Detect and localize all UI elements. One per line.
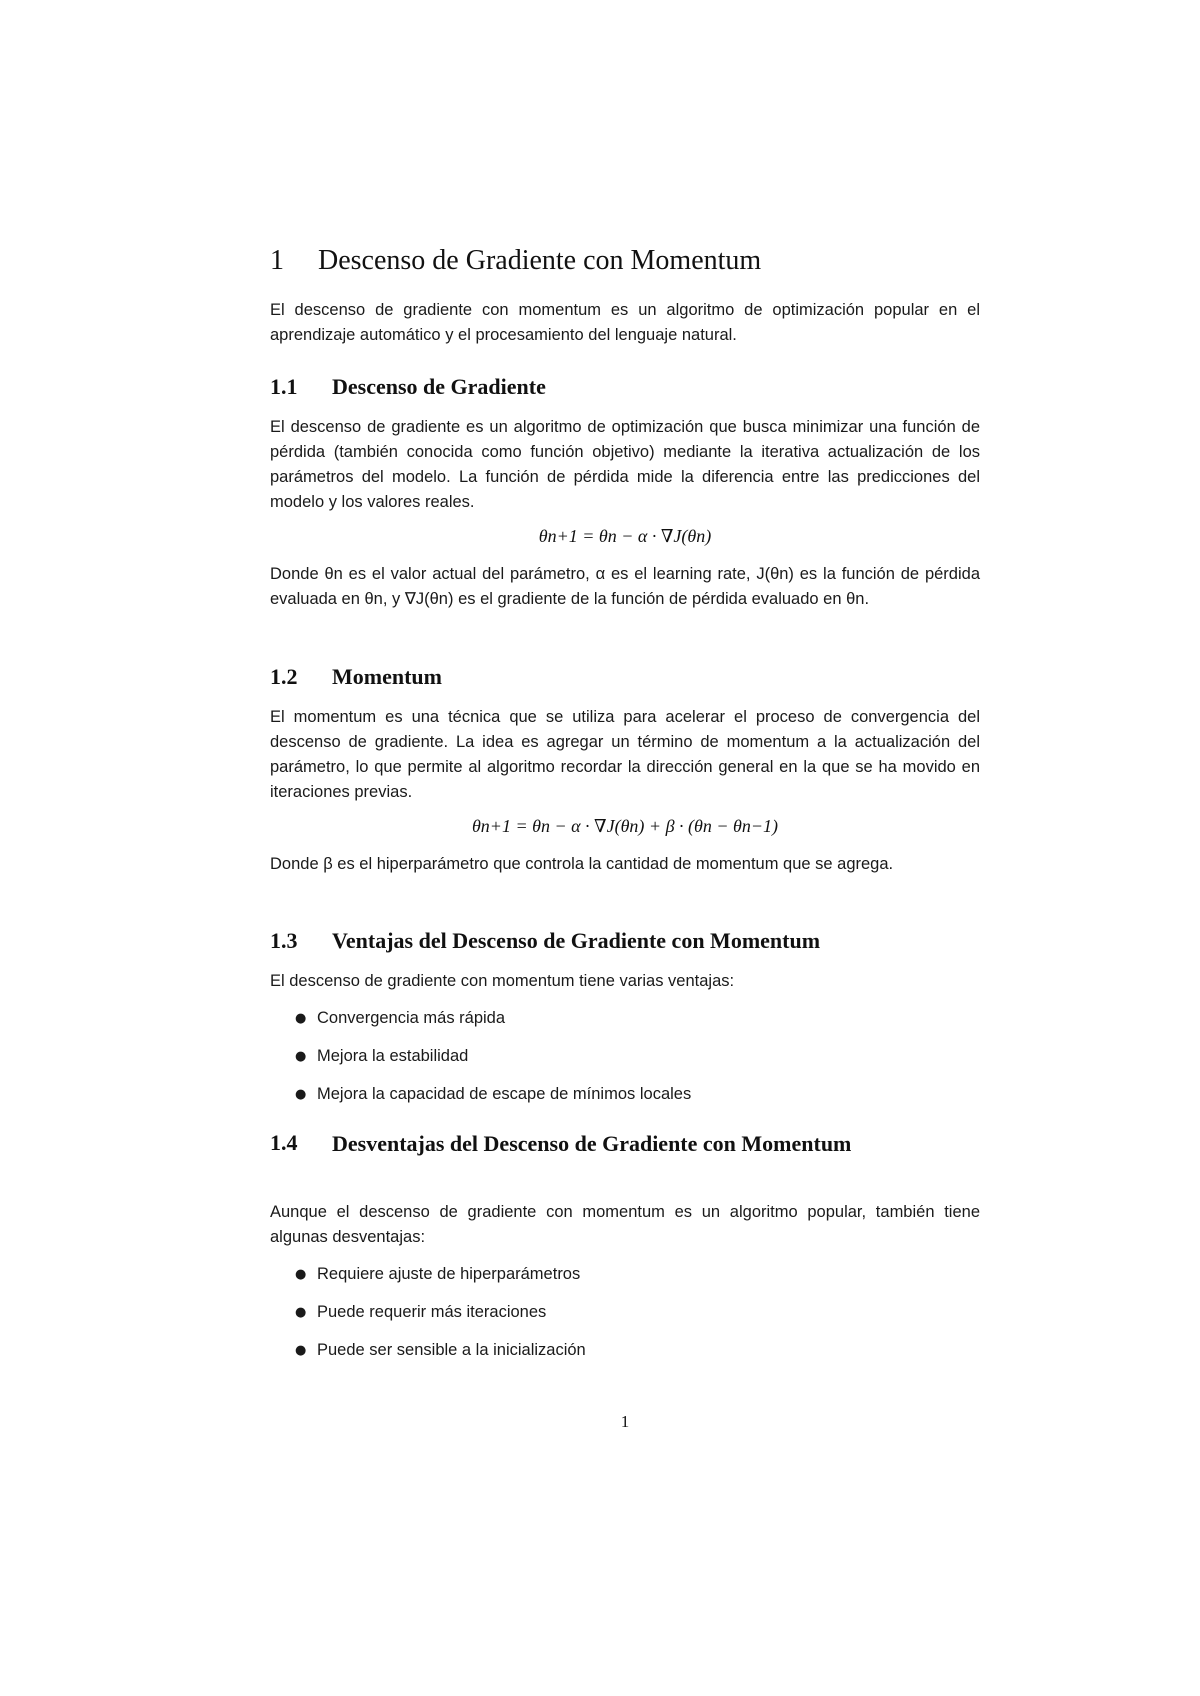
bullet-icon: ● [295, 1343, 307, 1358]
subsection-title-1-4 [270, 1130, 980, 1158]
paragraph-disadvantages-intro: Aunque el descenso de gradiente con momentum es un algoritmo popular, también tiene algunas desventajas: [270, 1203, 980, 1246]
bullet-icon: ● [295, 1267, 307, 1282]
subsection-title-1-2 [270, 664, 980, 690]
subsection-title-text: Descenso de Gradiente [332, 374, 546, 399]
subsection-number: 1.4 [270, 1130, 298, 1155]
subsection-title-text: Desventajas del Descenso de Gradiente con Momentum [332, 1131, 852, 1156]
paragraph-momentum: El momentum es una técnica que se utiliza para acelerar el proceso de convergencia del descenso de gradiente. La idea es agregar un término de momentum a la actualización del parámetro, lo que permite al algoritmo recordar la dirección general en la que se ha movido en iteraciones previas. [270, 708, 980, 801]
page-number: 1 [620, 1412, 630, 1431]
equation-gradient-descent: θn+1 = θn − α · ∇J(θn) [538, 526, 712, 546]
bullet-icon: ● [295, 1049, 307, 1064]
list-item-text: Puede requerir más iteraciones [317, 1303, 547, 1321]
subsection-title-1-1 [270, 374, 980, 400]
bullet-icon: ● [295, 1087, 307, 1102]
list-item-text: Requiere ajuste de hiperparámetros [317, 1265, 581, 1283]
subsection-title-1-3 [270, 928, 980, 954]
list-item [295, 1044, 975, 1082]
list-item [295, 1338, 975, 1376]
subsection-number: 1.3 [270, 928, 298, 953]
subsection-number: 1.2 [270, 664, 298, 689]
list-item-text: Mejora la capacidad de escape de mínimos locales [317, 1085, 692, 1103]
section-intro: El descenso de gradiente con momentum es un algoritmo de optimización popular en el aprendizaje automático y el procesamiento del lenguaje natural. [270, 301, 980, 344]
paragraph-gradient-descent: El descenso de gradiente es un algoritmo de optimización que busca minimizar una función de pérdida (también conocida como función objetivo) mediante la iterativa actualización de los parámetros del modelo. La función de pérdida mide la diferencia entre las predicciones del modelo y los valores reales. [270, 418, 980, 511]
subsection-number: 1.1 [270, 374, 298, 399]
list-item [295, 1262, 975, 1300]
paragraph-advantages-intro: El descenso de gradiente con momentum tiene varias ventajas: [270, 972, 735, 990]
section-title [270, 245, 980, 277]
bullet-icon: ● [295, 1305, 307, 1320]
advantages-list [295, 1006, 975, 1120]
paragraph-momentum-notation: Donde β es el hiperparámetro que controla la cantidad de momentum que se agrega. [270, 855, 894, 873]
equation-momentum: θn+1 = θn − α · ∇J(θn) + β · (θn − θn−1) [471, 816, 779, 836]
list-item [295, 1300, 975, 1338]
list-item [295, 1006, 975, 1044]
subsection-title-text: Momentum [332, 664, 442, 689]
subsection-title-text: Ventajas del Descenso de Gradiente con Momentum [332, 928, 821, 953]
bullet-icon: ● [295, 1011, 307, 1026]
list-item-text: Puede ser sensible a la inicialización [317, 1341, 586, 1359]
disadvantages-list [295, 1262, 975, 1376]
section-number: 1 [270, 245, 284, 276]
list-item-text: Convergencia más rápida [317, 1009, 506, 1027]
paragraph-gradient-descent-notation: Donde θn es el valor actual del parámetro, α es el learning rate, J(θn) es la función de pérdida evaluada en θn, y ∇J(θn) es el gradiente de la función de pérdida evaluado en θn. [270, 565, 980, 608]
list-item [295, 1082, 975, 1120]
section-title-text: Descenso de Gradiente con Momentum [318, 245, 762, 276]
list-item-text: Mejora la estabilidad [317, 1047, 469, 1065]
